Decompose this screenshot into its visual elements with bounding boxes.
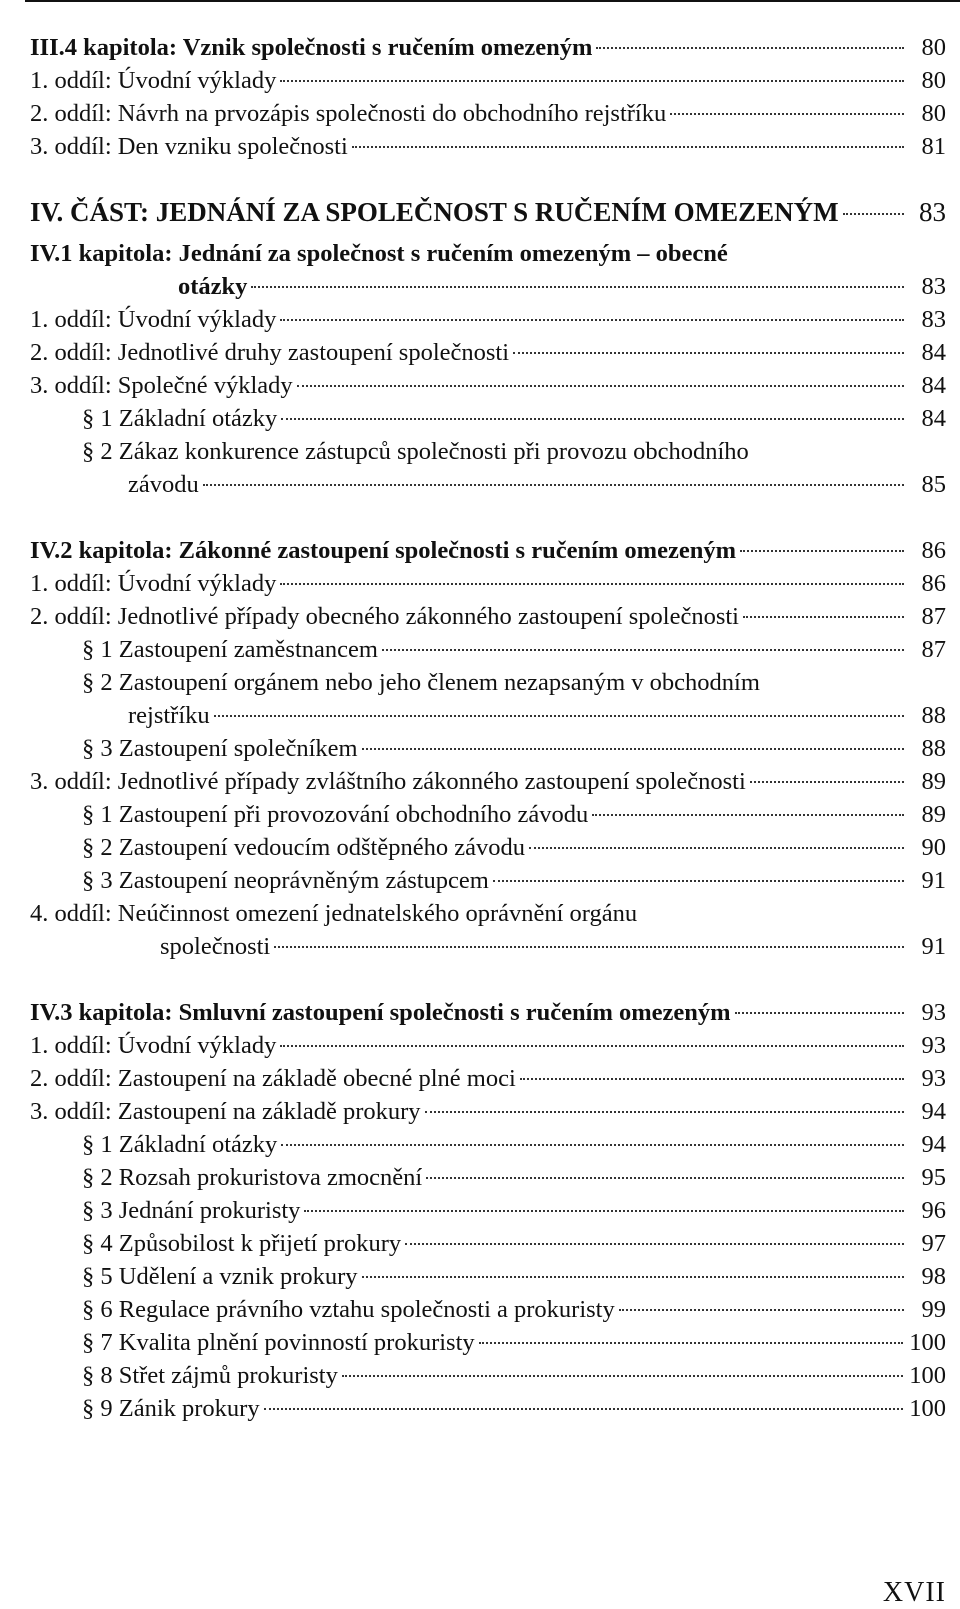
toc-entry[interactable] [30,633,946,666]
dot-leader [425,1111,904,1113]
dot-leader [280,1045,904,1047]
toc-entry-page: 80 [921,67,946,94]
toc-entry-page: 83 [919,197,946,227]
toc-entry-title: § 2 Zastoupení vedoucím odštěpného závodu [82,834,525,861]
toc-entry-title: rejstříku [128,702,210,729]
toc-entry[interactable] [30,130,946,163]
toc-entry[interactable] [30,303,946,336]
toc-entry[interactable] [30,237,946,303]
toc-entry-title: 4. oddíl: Neúčinnost omezení jednatelského oprávnění orgánu [30,900,638,927]
toc-entry-page: 93 [921,1065,946,1092]
dot-leader [362,748,904,750]
toc-entry-page: 86 [921,537,946,564]
toc-entry-page: 80 [921,34,946,61]
toc-entry-title: 3. oddíl: Jednotlivé případy zvláštního zákonného zastoupení společnosti [30,768,746,795]
dot-leader [342,1375,903,1377]
toc-entry-title: IV. ČÁST: JEDNÁNÍ ZA SPOLEČNOST S RUČENÍM OMEZENÝM [30,197,839,227]
toc-entry[interactable] [30,196,946,229]
toc-entry-page: 93 [921,1032,946,1059]
toc-entry[interactable] [30,1392,946,1425]
table-of-contents [30,31,946,1425]
toc-entry-title: § 2 Zákaz konkurence zástupců společnosti při provozu obchodního [82,438,749,465]
toc-entry-title: § 3 Zastoupení neoprávněným zástupcem [82,867,489,894]
dot-leader [520,1078,904,1080]
toc-entry-title: 2. oddíl: Návrh na prvozápis společnosti do obchodního rejstříku [30,100,667,127]
toc-entry-page: 94 [921,1131,946,1158]
toc-entry-title: § 1 Zastoupení při provozování obchodního závodu [82,801,589,828]
toc-entry-page: 84 [921,405,946,432]
toc-entry[interactable] [30,97,946,130]
toc-entry[interactable] [30,1359,946,1392]
toc-entry-title: § 7 Kvalita plnění povinností prokuristy [82,1329,475,1356]
toc-entry-title: III.4 kapitola: Vznik společnosti s ručením omezeným [30,34,593,61]
toc-entry[interactable] [30,1293,946,1326]
toc-entry[interactable] [30,369,946,402]
toc-entry-page: 85 [921,471,946,498]
toc-entry[interactable] [30,402,946,435]
toc-entry-page: 81 [921,133,946,160]
toc-entry-title: 1. oddíl: Úvodní výklady [30,570,277,597]
toc-entry-title: IV.1 kapitola: Jednání za společnost s ručením omezeným – obecné [30,240,728,267]
toc-entry[interactable] [30,996,946,1029]
toc-entry-title: závodu [128,471,199,498]
toc-entry-title: 3. oddíl: Společné výklady [30,372,293,399]
dot-leader [670,113,904,115]
toc-entry-title: společnosti [160,933,271,960]
toc-entry[interactable] [30,1260,946,1293]
dot-leader [743,616,904,618]
toc-entry-title: IV.3 kapitola: Smluvní zastoupení společnosti s ručením omezeným [30,999,731,1026]
toc-entry-title: 2. oddíl: Jednotlivé případy obecného zákonného zastoupení společnosti [30,603,739,630]
toc-entry[interactable] [30,1194,946,1227]
toc-entry-page: 87 [921,636,946,663]
toc-entry-page: 83 [921,306,946,333]
dot-leader [214,715,904,717]
dot-leader [362,1276,904,1278]
dot-leader [750,781,904,783]
dot-leader [297,385,904,387]
toc-entry[interactable] [30,732,946,765]
toc-entry-title: 1. oddíl: Úvodní výklady [30,1032,277,1059]
dot-leader [382,649,904,651]
toc-entry-title: § 9 Zánik prokury [82,1395,260,1422]
toc-entry-page: 91 [921,933,946,960]
toc-entry-page: 84 [921,372,946,399]
toc-entry-title: 2. oddíl: Zastoupení na základě obecné plné moci [30,1065,516,1092]
toc-entry[interactable] [30,435,946,501]
toc-entry[interactable] [30,567,946,600]
dot-leader [203,484,904,486]
dot-leader [513,352,904,354]
dot-leader [264,1408,904,1410]
dot-leader [274,946,904,948]
toc-entry[interactable] [30,600,946,633]
dot-leader [619,1309,904,1311]
dot-leader [405,1243,904,1245]
toc-entry[interactable] [30,1029,946,1062]
toc-entry-page: 88 [921,735,946,762]
dot-leader [280,319,904,321]
toc-entry-title: 2. oddíl: Jednotlivé druhy zastoupení společnosti [30,339,510,366]
toc-entry-page: 84 [921,339,946,366]
dot-leader [735,1012,904,1014]
toc-entry-page: 93 [921,999,946,1026]
toc-entry[interactable] [30,765,946,798]
toc-entry[interactable] [30,1326,946,1359]
toc-entry-page: 86 [921,570,946,597]
toc-entry[interactable] [30,798,946,831]
toc-entry-title: § 2 Rozsah prokuristova zmocnění [82,1164,423,1191]
toc-entry-page: 88 [921,702,946,729]
toc-entry-title: § 3 Jednání prokuristy [82,1197,301,1224]
toc-entry-page: 100 [909,1362,946,1389]
toc-entry-page: 94 [921,1098,946,1125]
dot-leader [281,1144,904,1146]
toc-entry-title: § 2 Zastoupení orgánem nebo jeho členem nezapsaným v obchodním [82,669,760,696]
toc-entry[interactable] [30,897,946,963]
toc-entry-page: 80 [921,100,946,127]
dot-leader [281,418,904,420]
dot-leader [280,583,904,585]
toc-entry-title: otázky [178,273,248,300]
toc-entry-title: § 1 Základní otázky [82,1131,278,1158]
dot-leader [280,80,904,82]
toc-entry-page: 89 [921,768,946,795]
toc-entry-page: 91 [921,867,946,894]
toc-entry-title: § 1 Základní otázky [82,405,278,432]
top-rule [25,0,960,2]
toc-entry[interactable] [30,831,946,864]
toc-entry-title: § 6 Regulace právního vztahu společnosti a prokuristy [82,1296,615,1323]
toc-entry-title: 1. oddíl: Úvodní výklady [30,67,277,94]
toc-entry[interactable] [30,31,946,64]
dot-leader [740,550,904,552]
toc-entry-title: § 1 Zastoupení zaměstnancem [82,636,378,663]
toc-entry-page: 100 [909,1395,946,1422]
toc-entry-page: 90 [921,834,946,861]
toc-entry-title: § 4 Způsobilost k přijetí prokury [82,1230,402,1257]
dot-leader [843,213,904,215]
toc-entry[interactable] [30,1227,946,1260]
dot-leader [493,880,904,882]
dot-leader [352,146,904,148]
dot-leader [529,847,904,849]
toc-entry[interactable] [30,336,946,369]
toc-entry-page: 99 [921,1296,946,1323]
dot-leader [592,814,904,816]
dot-leader [479,1342,904,1344]
toc-entry-page: 89 [921,801,946,828]
dot-leader [251,286,904,288]
toc-entry-page: 98 [921,1263,946,1290]
dot-leader [426,1177,904,1179]
toc-entry-title: § 5 Udělení a vznik prokury [82,1263,358,1290]
toc-entry[interactable] [30,864,946,897]
toc-entry[interactable] [30,1128,946,1161]
toc-entry[interactable] [30,1062,946,1095]
toc-entry-page: 97 [921,1230,946,1257]
toc-entry-title: § 3 Zastoupení společníkem [82,735,358,762]
dot-leader [596,47,904,49]
toc-entry[interactable] [30,1095,946,1128]
toc-entry-title: § 8 Střet zájmů prokuristy [82,1362,338,1389]
toc-entry-title: 1. oddíl: Úvodní výklady [30,306,277,333]
toc-entry[interactable] [30,666,946,732]
page-number: XVII [882,1577,946,1608]
toc-entry-page: 96 [921,1197,946,1224]
dot-leader [304,1210,904,1212]
toc-entry-title: 3. oddíl: Zastoupení na základě prokury [30,1098,421,1125]
toc-entry-page: 95 [921,1164,946,1191]
toc-entry-page: 100 [909,1329,946,1356]
toc-entry-title: IV.2 kapitola: Zákonné zastoupení společnosti s ručením omezeným [30,537,737,564]
toc-entry[interactable] [30,1161,946,1194]
toc-entry-page: 83 [921,273,946,300]
toc-entry-page: 87 [921,603,946,630]
toc-entry[interactable] [30,64,946,97]
toc-entry-title: 3. oddíl: Den vzniku společnosti [30,133,348,160]
toc-entry[interactable] [30,534,946,567]
